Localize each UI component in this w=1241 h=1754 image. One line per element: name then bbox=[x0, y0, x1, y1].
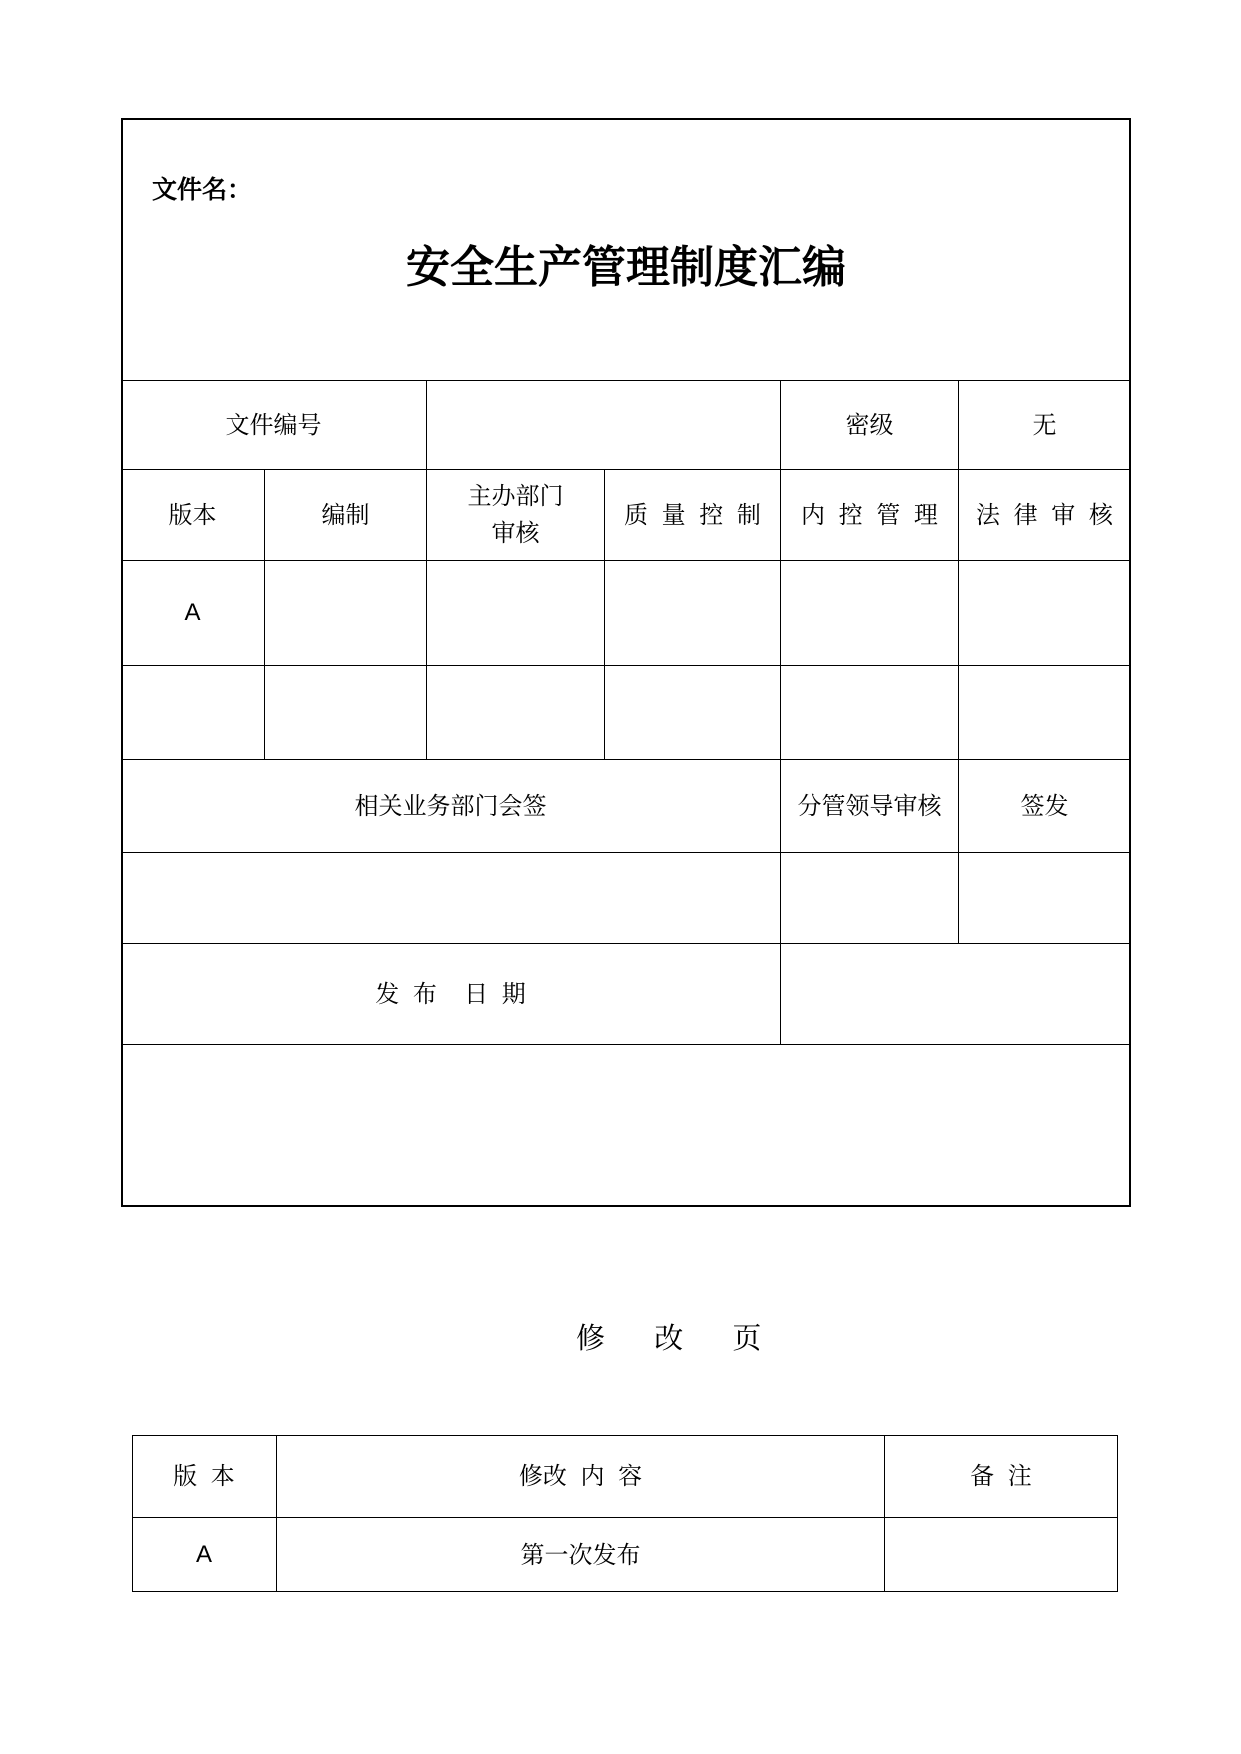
approval-header-quality-control: 质 量 控 制 bbox=[605, 470, 781, 561]
file-name-label: 文件名： bbox=[152, 175, 253, 204]
issue-label: 签发 bbox=[959, 760, 1131, 853]
revision-header-content: 修改 内 容 bbox=[277, 1435, 885, 1518]
revision-header-version: 版 本 bbox=[132, 1435, 277, 1518]
approval-header-internal-control: 内 控 管 理 bbox=[781, 470, 959, 561]
revision-header-remarks: 备 注 bbox=[885, 1435, 1118, 1518]
secrecy-value: 无 bbox=[959, 381, 1131, 470]
approval-cell-version: A bbox=[121, 561, 265, 666]
document-cover-form bbox=[121, 118, 1131, 1207]
revision-cell-remarks bbox=[885, 1518, 1118, 1592]
approval-cell bbox=[605, 666, 781, 760]
approval-header-version: 版本 bbox=[121, 470, 265, 561]
approval-cell bbox=[959, 561, 1131, 666]
document-title: 安全生产管理制度汇编 bbox=[406, 242, 846, 293]
cover-title-block bbox=[121, 118, 1131, 381]
issue-value-cell bbox=[959, 853, 1131, 944]
approval-cell bbox=[959, 666, 1131, 760]
revision-cell-content: 第一次发布 bbox=[277, 1518, 885, 1592]
approval-header-prepared: 编制 bbox=[265, 470, 427, 561]
file-number-label: 文件编号 bbox=[121, 381, 427, 470]
approval-header-host-dept-review bbox=[427, 470, 605, 561]
approval-cell bbox=[605, 561, 781, 666]
approval-cell bbox=[427, 666, 605, 760]
revision-page-title: 修 改 页 bbox=[576, 1321, 762, 1355]
leader-review-label: 分管领导审核 bbox=[781, 760, 959, 853]
revision-table bbox=[132, 1435, 1118, 1592]
publish-date-value-cell bbox=[781, 944, 1131, 1045]
approval-cell bbox=[781, 561, 959, 666]
approval-header-host-dept-review-text: 主办部门审核 bbox=[467, 482, 564, 547]
blank-bottom-area bbox=[121, 1045, 1131, 1207]
approval-cell-version bbox=[121, 666, 265, 760]
publish-date-label: 发 布 日 期 bbox=[121, 944, 781, 1045]
approval-cell bbox=[781, 666, 959, 760]
file-number-value-cell bbox=[427, 381, 781, 470]
approval-cell bbox=[265, 561, 427, 666]
secrecy-label: 密级 bbox=[781, 381, 959, 470]
countersign-value-cell bbox=[121, 853, 781, 944]
approval-cell bbox=[265, 666, 427, 760]
approval-header-legal-review: 法 律 审 核 bbox=[959, 470, 1131, 561]
leader-review-value-cell bbox=[781, 853, 959, 944]
countersign-label: 相关业务部门会签 bbox=[121, 760, 781, 853]
approval-cell bbox=[427, 561, 605, 666]
revision-cell-version: A bbox=[132, 1518, 277, 1592]
